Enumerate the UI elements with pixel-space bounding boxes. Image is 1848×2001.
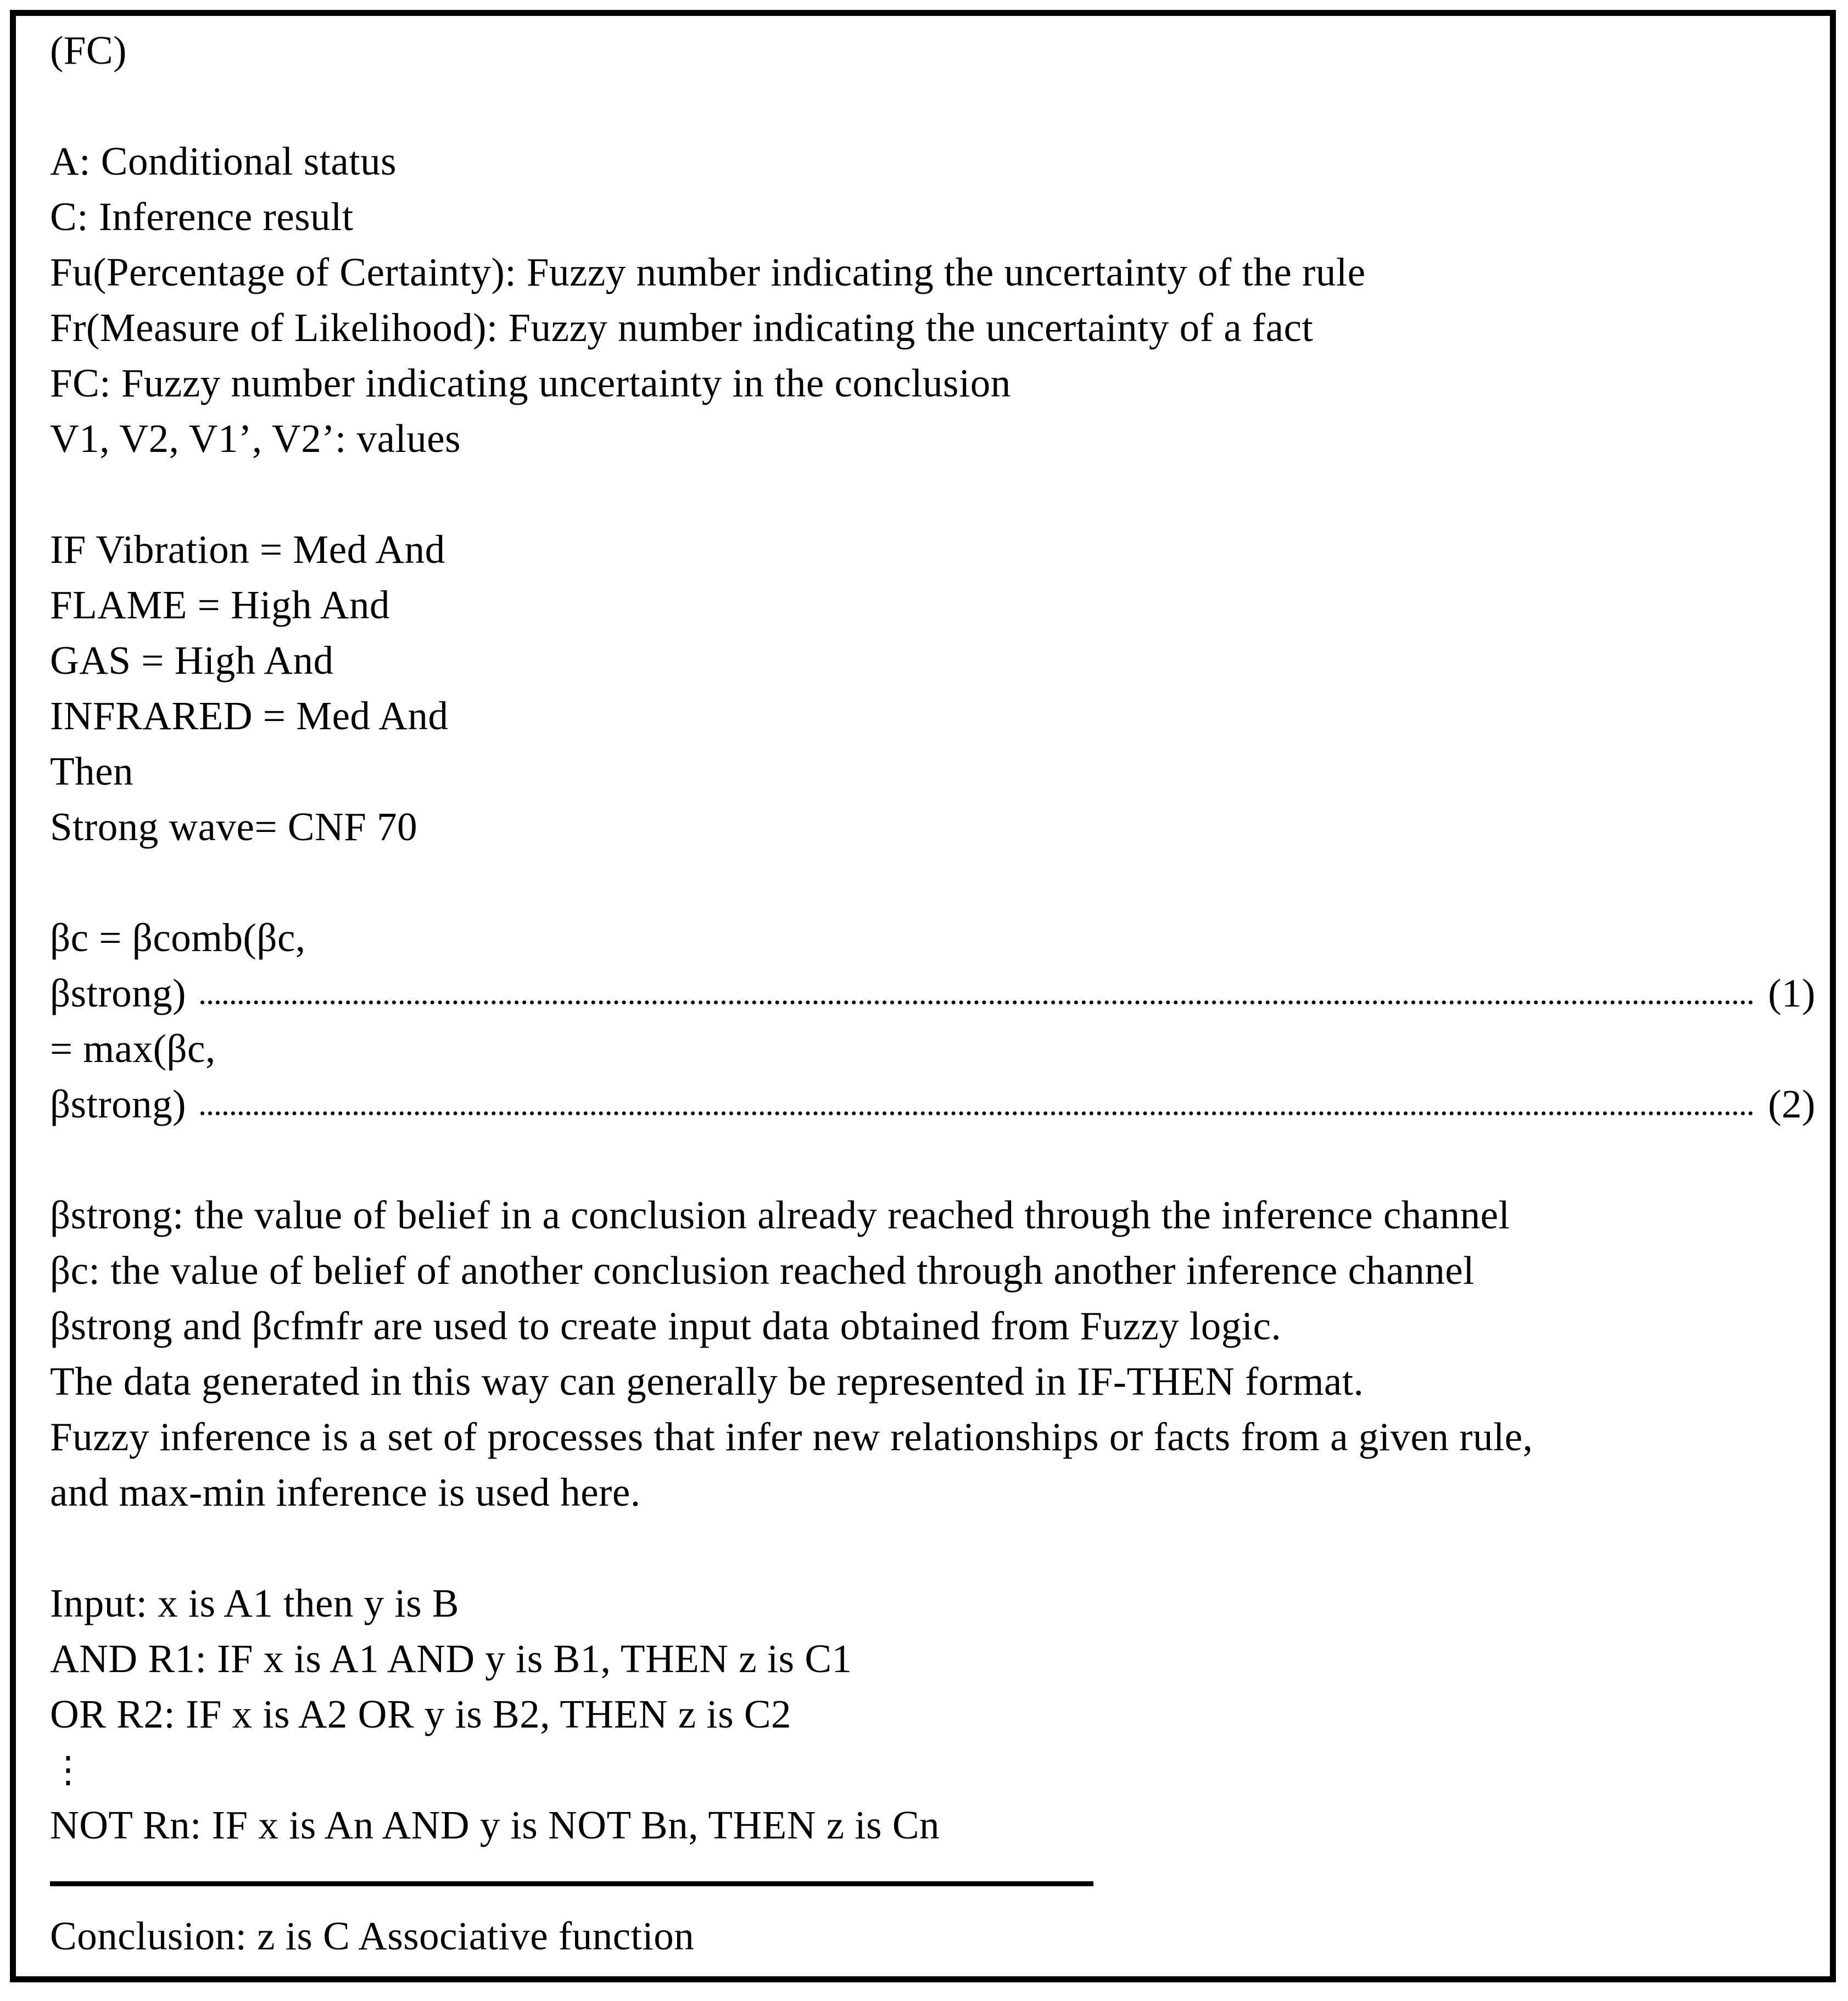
dotted-leader <box>200 1000 1754 1004</box>
inference-rule-line: Input: x is A1 then y is B <box>50 1581 460 1625</box>
blank-line <box>50 466 1816 522</box>
equation-opening-line: = max(βc, <box>50 1026 216 1071</box>
inference-rule-line: AND R1: IF x is A1 AND y is B1, THEN z is C1 <box>50 1636 852 1681</box>
definition-line: FC: Fuzzy number indicating uncertainty in the conclusion <box>50 361 1011 405</box>
blank-line <box>50 1520 1816 1575</box>
fuzzy-rule-line: FLAME = High And <box>50 583 390 627</box>
explanation-line: βstrong and βcfmfr are used to create input data obtained from Fuzzy logic. <box>50 1304 1282 1348</box>
header-line: (FC) <box>50 28 127 72</box>
equation-number: (1) <box>1768 971 1816 1015</box>
conclusion-line: Conclusion: z is C Associative function <box>50 1914 695 1958</box>
blank-line <box>50 1132 1816 1187</box>
equation-closing-text: βstrong) <box>50 971 186 1015</box>
fuzzy-rule-line: GAS = High And <box>50 638 334 683</box>
blank-line <box>50 854 1816 910</box>
equation-number: (2) <box>1768 1082 1816 1126</box>
equation-closing-text: βstrong) <box>50 1082 186 1126</box>
explanation-line: The data generated in this way can generally be represented in IF-THEN format. <box>50 1359 1364 1404</box>
definition-line: Fr(Measure of Likelihood): Fuzzy number indicating the uncertainty of a fact <box>50 305 1314 350</box>
equation-opening-line: βc = βcomb(βc, <box>50 915 306 960</box>
definition-line: A: Conditional status <box>50 139 397 183</box>
definition-line: Fu(Percentage of Certainty): Fuzzy number indicating the uncertainty of the rule <box>50 250 1366 294</box>
blank-line <box>50 78 1816 133</box>
fuzzy-rule-line: Strong wave= CNF 70 <box>50 804 418 849</box>
fuzzy-rule-line: INFRARED = Med And <box>50 694 449 738</box>
explanation-line: βstrong: the value of belief in a conclusion already reached through the inference channel <box>50 1193 1510 1237</box>
vertical-ellipsis: ⋮ <box>50 1748 86 1791</box>
inference-rule-line: NOT Rn: IF x is An AND y is NOT Bn, THEN z is Cn <box>50 1803 940 1847</box>
definition-line: C: Inference result <box>50 194 354 239</box>
definition-line: V1, V2, V1’, V2’: values <box>50 416 461 461</box>
inference-rule-line: OR R2: IF x is A2 OR y is B2, THEN z is C2 <box>50 1692 792 1736</box>
fuzzy-rule-line: IF Vibration = Med And <box>50 527 445 572</box>
figure-border-box <box>10 10 1836 1982</box>
equation-line <box>50 1076 1816 1132</box>
equation-line <box>50 965 1816 1021</box>
explanation-line: βc: the value of belief of another conclusion reached through another inference channel <box>50 1248 1475 1293</box>
explanation-line: and max-min inference is used here. <box>50 1470 641 1514</box>
conclusion-divider <box>50 1881 1093 1886</box>
dotted-leader <box>200 1111 1754 1115</box>
fuzzy-rule-line: Then <box>50 749 133 793</box>
divider-row <box>50 1853 1816 1908</box>
explanation-line: Fuzzy inference is a set of processes that infer new relationships or facts from a given rule, <box>50 1415 1533 1459</box>
